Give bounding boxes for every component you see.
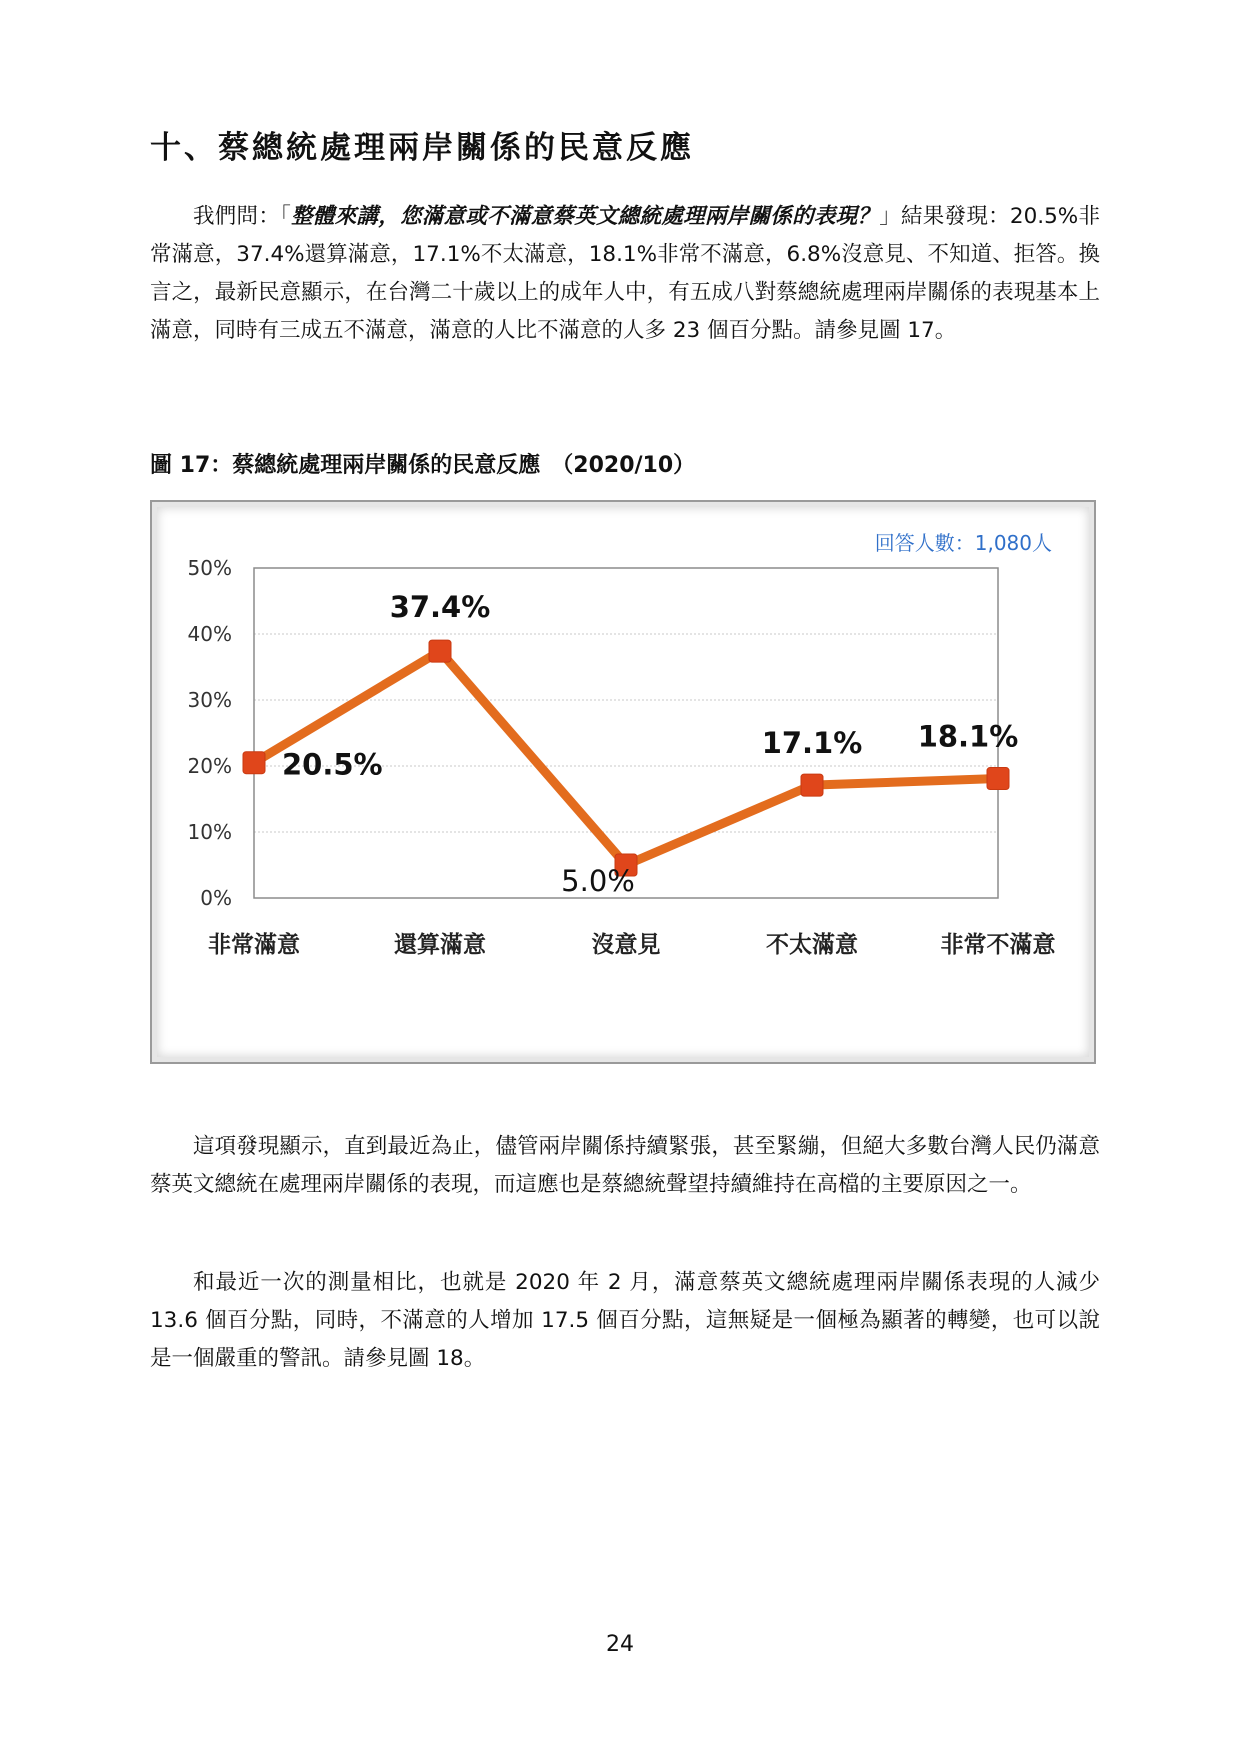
data-point-marker (429, 640, 451, 662)
x-tick-label: 非常滿意 (208, 932, 300, 958)
data-point-marker (801, 774, 823, 796)
plot-area (254, 568, 998, 898)
section-title: 十、蔡總統處理兩岸關係的民意反應 (150, 130, 694, 166)
data-label: 37.4% (389, 590, 491, 625)
page-number: 24 (606, 1632, 634, 1657)
chart-frame (150, 500, 1096, 1064)
x-tick-label: 還算滿意 (394, 932, 486, 958)
y-tick-label: 40% (187, 622, 232, 646)
x-tick-label: 沒意見 (591, 932, 661, 958)
x-tick-label: 不太滿意 (766, 932, 858, 958)
intro-paragraph (150, 198, 1100, 350)
survey-question: 整體來講，您滿意或不滿意蔡英文總統處理兩岸關係的表現？ (291, 204, 880, 229)
analysis-paragraph: 這項發現顯示，直到最近為止，儘管兩岸關係持續緊張，甚至緊繃，但絕大多數台灣人民仍滿意蔡英文總統在處理兩岸關係的表現，而這應也是蔡總統聲望持續維持在高檔的主要原因之一。 (150, 1134, 1100, 1197)
y-tick-label: 10% (187, 820, 232, 844)
data-label: 17.1% (761, 726, 863, 761)
comparison-paragraph: 和最近一次的測量相比，也就是 2020 年 2 月，滿意蔡英文總統處理兩岸關係表現的人減少 13.6 個百分點，同時，不滿意的人增加 17.5 個百分點，這無疑是一個極為顯著的轉變，也可以說是一個嚴重的警訊。請參見圖 18。 (150, 1270, 1100, 1371)
respondents-annotation: 回答人數：1,080人 (874, 531, 1052, 555)
figure-caption: 圖 17：蔡總統處理兩岸關係的民意反應 （2020/10） (150, 453, 696, 478)
x-tick-label: 非常不滿意 (940, 932, 1056, 958)
line-chart (152, 502, 1098, 1066)
question-prefix: 我們問：「 (193, 204, 292, 229)
data-point-marker (987, 768, 1009, 790)
y-tick-label: 0% (200, 886, 232, 910)
data-label: 20.5% (282, 747, 383, 782)
y-tick-label: 20% (187, 754, 232, 778)
data-label: 18.1% (917, 719, 1019, 754)
data-label: 5.0% (561, 864, 635, 898)
y-tick-label: 30% (187, 688, 232, 712)
data-point-marker (243, 752, 265, 774)
results-text: 」結果發現：20.5%非常滿意，37.4%還算滿意，17.1%不太滿意，18.1%非常不滿意，6.8%沒意見、不知道、拒答。換言之，最新民意顯示，在台灣二十歲以上的成年人中，有五成八對蔡總統處理兩岸關係的表現基本上滿意，同時有三成五不滿意，滿意的人比不滿意的人多 23 個百分點。請參見圖 17。 (150, 204, 1100, 343)
y-tick-label: 50% (187, 556, 232, 580)
